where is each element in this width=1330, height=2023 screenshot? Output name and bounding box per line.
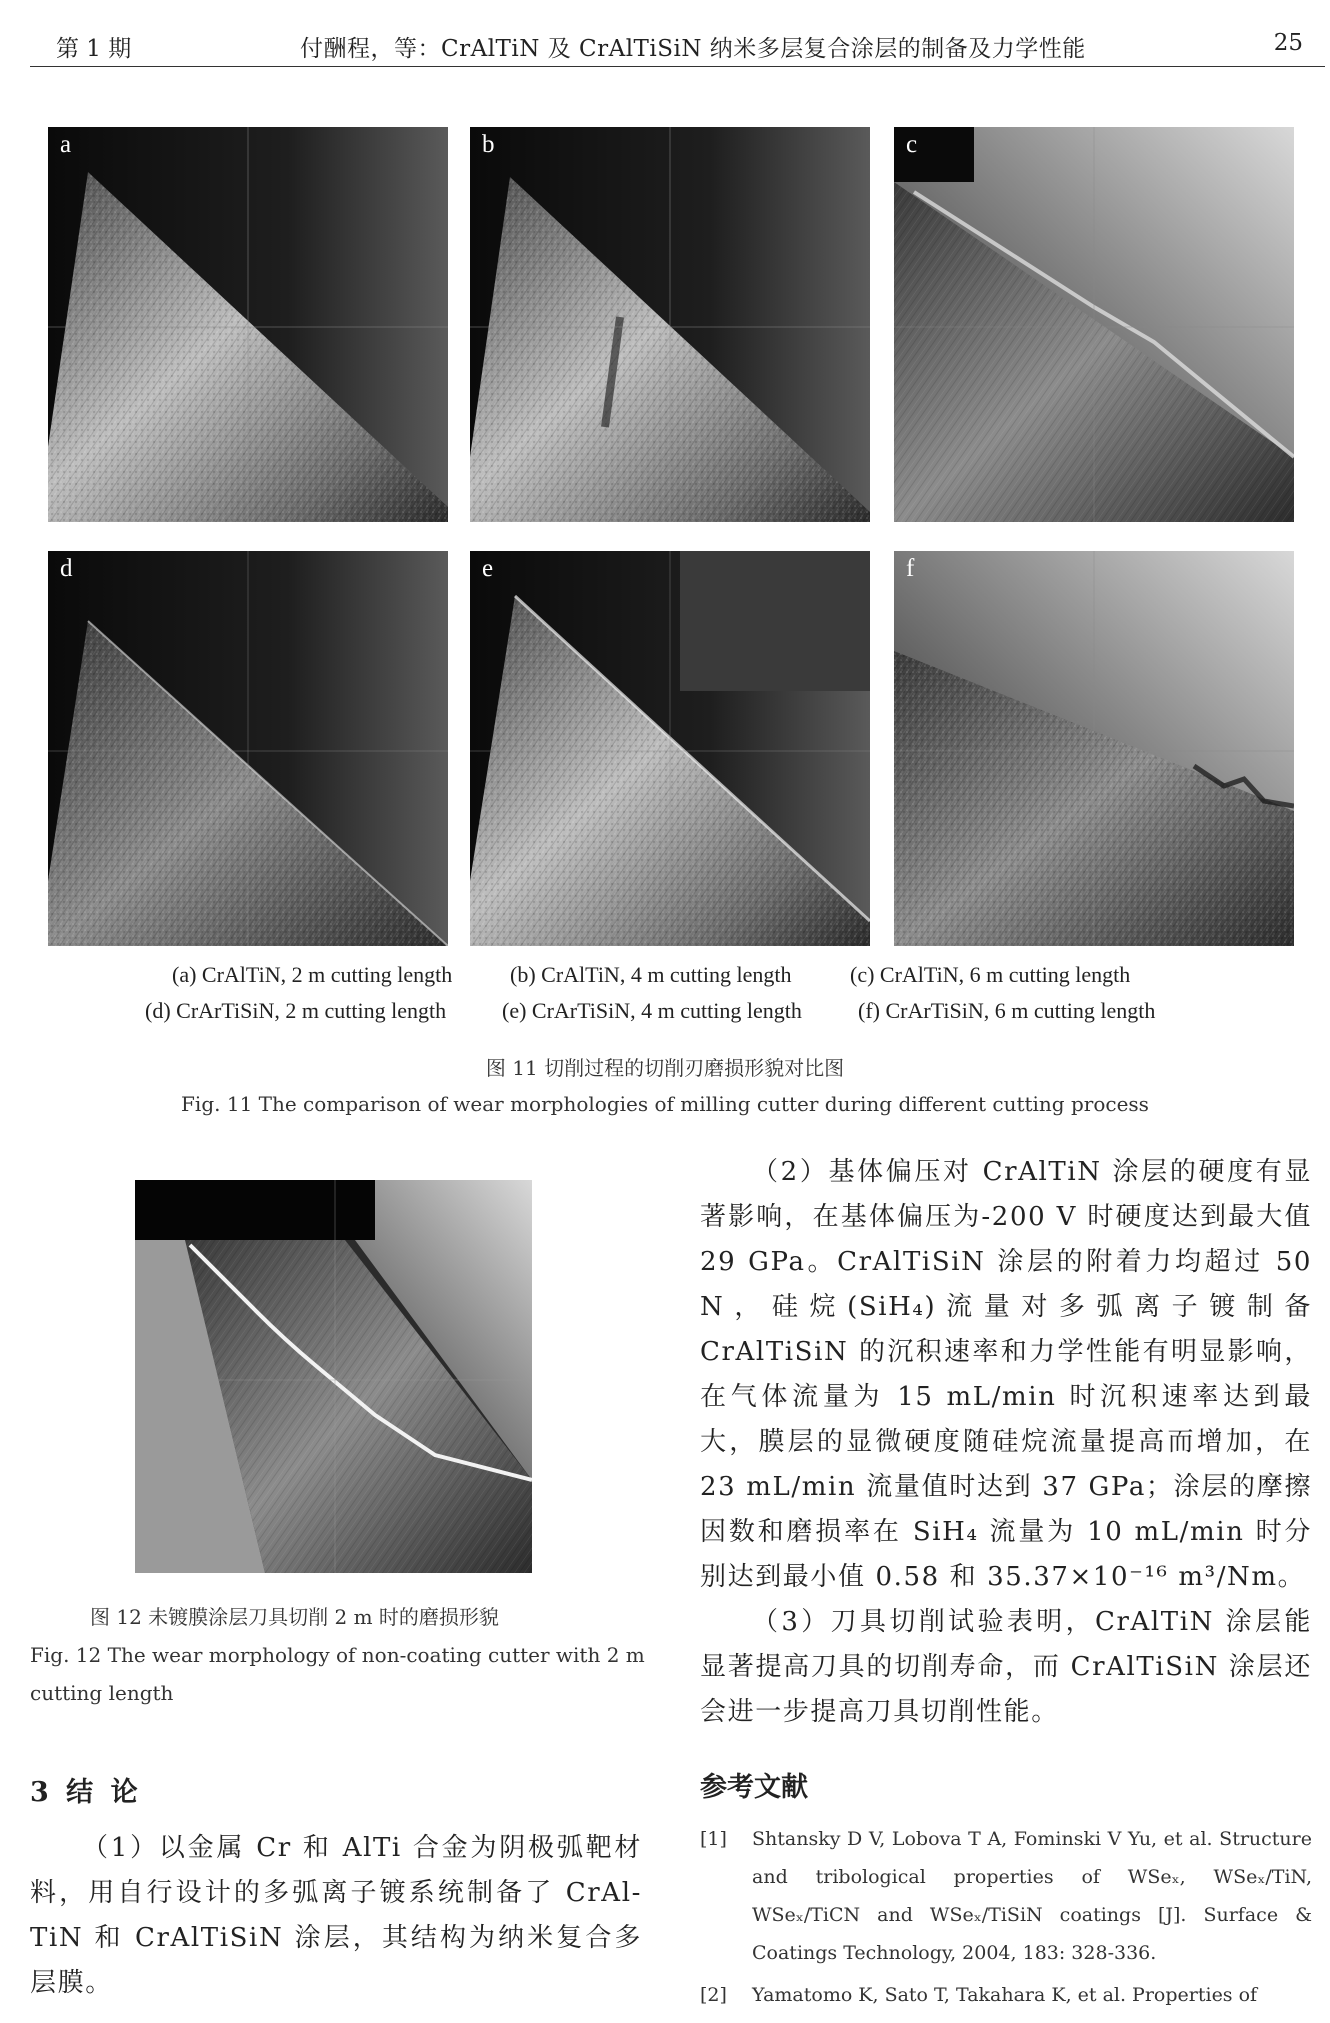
figure-12-caption-en: Fig. 12 The wear morphology of non-coating cutter with 2 m cutting length <box>30 1643 645 1705</box>
subcaption-e: (e) CrArTiSiN, 4 m cutting length <box>502 998 802 1023</box>
figure-11-panel-f <box>894 551 1294 946</box>
wear-photo-b <box>470 127 870 522</box>
wear-photo-c <box>894 127 1294 522</box>
reference-text: Yamatomo K, Sato T, Takahara K, et al. Properties of <box>752 1984 1258 2006</box>
conclusion-paragraph-1: （1）以金属 Cr 和 AlTi 合金为阴极弧靶材料，用自行设计的多弧离子镀系统制备了 CrAl-TiN 和 CrAlTiSiN 涂层，其结构为纳米复合多层膜。 <box>30 1833 642 1998</box>
conclusion-paragraph-3: （3）刀具切削试验表明，CrAlTiN 涂层能显著提高刀具的切削寿命，而 CrAlTiSiN 涂层还会进一步提高刀具切削性能。 <box>700 1607 1312 1727</box>
page-number: 25 <box>1273 30 1303 56</box>
reference-2 <box>700 1976 1312 2014</box>
wear-photo-f <box>894 551 1294 946</box>
wear-photo-a <box>48 127 448 522</box>
section-heading-conclusions: 3 结 论 <box>30 1777 142 1808</box>
figure-12-caption-cn: 图 12 未镀膜涂层刀具切削 2 m 时的磨损形貌 <box>90 1605 499 1629</box>
figure-11-panel-a <box>48 127 448 522</box>
panel-label-b: b <box>482 131 495 158</box>
reference-number: [1] <box>700 1828 727 1850</box>
wear-photo-uncoated <box>135 1180 532 1573</box>
figure-12-photo <box>135 1180 532 1573</box>
wear-photo-e <box>470 551 870 946</box>
references-heading: 参考文献 <box>700 1772 808 1803</box>
panel-label-a: a <box>60 131 72 158</box>
running-header <box>30 20 1325 67</box>
reference-1 <box>700 1820 1312 1972</box>
figure-11-caption-cn: 图 11 切削过程的切削刃磨损形貌对比图 <box>485 1056 845 1080</box>
panel-label-e: e <box>482 555 494 582</box>
subcaption-c: (c) CrAlTiN, 6 m cutting length <box>850 962 1131 987</box>
subcaption-d: (d) CrArTiSiN, 2 m cutting length <box>145 998 447 1023</box>
figure-11-panel-d <box>48 551 448 946</box>
reference-text: Shtansky D V, Lobova T A, Fominski V Yu, et al. Structure and tribological properties of WSeₓ, WSeₓ/TiN, WSeₓ/TiCN and WSeₓ/TiSiN coatings [J]. Surface & Coatings Technology, 2004, 183: 328-336. <box>752 1828 1312 1964</box>
figure-11-caption-en: Fig. 11 The comparison of wear morphologies of milling cutter during different cutting process <box>181 1092 1149 1116</box>
wear-photo-d <box>48 551 448 946</box>
reference-number: [2] <box>700 1984 727 2006</box>
journal-issue: 第 1 期 <box>56 36 132 62</box>
figure-11-panel-c <box>894 127 1294 522</box>
subcaption-a: (a) CrAlTiN, 2 m cutting length <box>172 962 453 987</box>
figure-11-panel-e <box>470 551 870 946</box>
conclusion-paragraph-2: （2）基体偏压对 CrAlTiN 涂层的硬度有显著影响，在基体偏压为-200 V 时硬度达到最大值 29 GPa。CrAlTiSiN 涂层的附着力均超过 50 N，硅烷(SiH₄)流量对多弧离子镀制备 CrAlTiSiN 的沉积速率和力学性能有明显影响，在气体流量为 15 mL/min 时沉积速率达到最大，膜层的显微硬度随硅烷流量提高而增加，在 23 mL/min 流量值时达到 37 GPa；涂层的摩擦因数和磨损率在 SiH₄ 流量为 10 mL/min 时分别达到最小值 0.58 和 35.37×10⁻¹⁶ m³/Nm。 <box>700 1157 1312 1592</box>
panel-label-f: f <box>906 555 915 582</box>
panel-label-d: d <box>60 555 73 582</box>
running-title: 付酬程，等：CrAlTiN 及 CrAlTiSiN 纳米多层复合涂层的制备及力学性能 <box>300 36 1086 62</box>
subcaption-f: (f) CrArTiSiN, 6 m cutting length <box>858 998 1156 1023</box>
subcaption-b: (b) CrAlTiN, 4 m cutting length <box>510 962 792 987</box>
panel-label-c: c <box>906 131 918 158</box>
figure-11-panel-b <box>470 127 870 522</box>
